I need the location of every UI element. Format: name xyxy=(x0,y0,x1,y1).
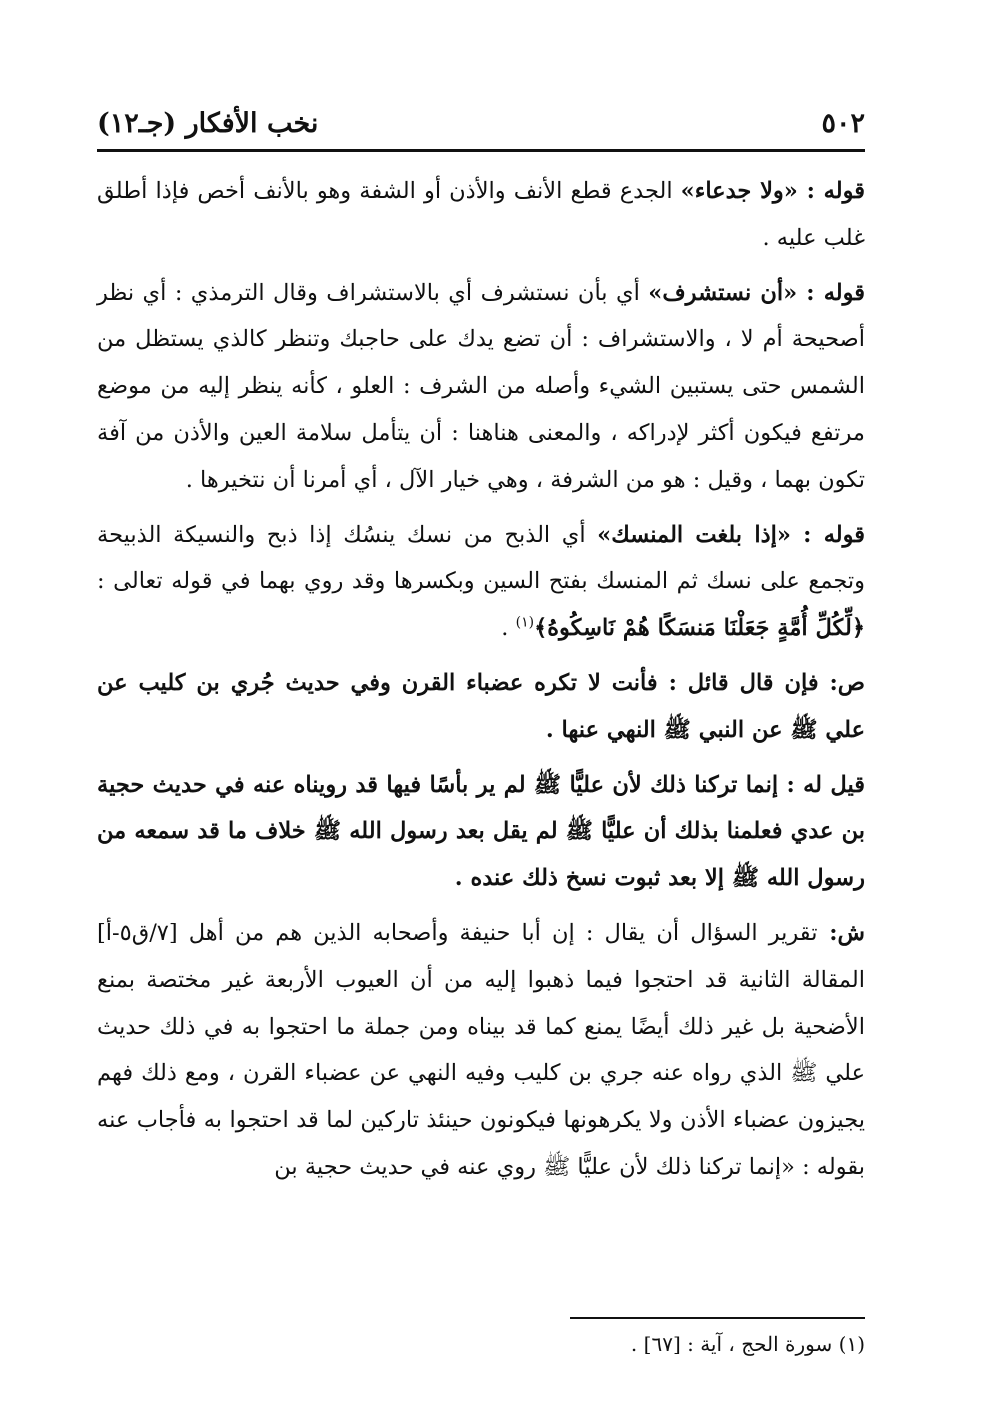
paragraph-end: . xyxy=(501,615,516,642)
paragraph-mansak xyxy=(97,512,865,652)
running-title: نخب الأفكار (جـ١٢) xyxy=(97,108,319,139)
quoted-term: «إذا بلغت المنسك» xyxy=(597,521,791,548)
paragraph-label: قوله : xyxy=(790,521,865,548)
paragraph-question xyxy=(97,660,865,754)
paragraph-text: أي بأن نستشرف أي بالاستشراف وقال الترمذي : أي نظر أصحيحة أم لا ، والاستشراف : أن تضع يدك على حاجبك وتنظر كالذي يستظل من الشمس حتى يستبين الشيء وأصله من الشرف : العلو ، كأنه ينظر إليه من موضع مرتفع فيكون أكثر لإدراكه ، والمعنى هناهنا : أن يتأمل سلامة العين والأذن من آفة تكون بهما ، وقيل : هو من الشرفة ، وهي خيار الآل ، أي أمرنا أن نتخيرها . xyxy=(97,279,865,493)
paragraph-label: قوله : xyxy=(797,178,865,204)
footnote-reference[interactable]: (١) xyxy=(515,614,535,631)
footnote-divider xyxy=(570,1317,865,1319)
paragraph-text: الجدع قطع الأنف والأذن أو الشفة وهو بالأنف أخص فإذا أطلق غلب عليه . xyxy=(97,178,865,251)
paragraph-label: ش: xyxy=(817,919,865,946)
paragraph-nastashrif xyxy=(97,270,865,504)
footnote: (١) سورة الحج ، آية : [٦٧] . xyxy=(630,1332,865,1356)
header-divider xyxy=(97,149,865,152)
page-header xyxy=(97,100,865,146)
quran-verse: ﴿لِّكُلِّ أُمَّةٍ جَعَلْنَا مَنسَكًا هُمْ نَاسِكُوهُ﴾ xyxy=(534,615,865,642)
paragraph-jadaa xyxy=(97,168,865,262)
paragraph-text: أي الذبح من نسك ينسُك إذا ذبح والنسيكة الذبيحة وتجمع على نسك ثم المنسك بفتح السين وبكسرها وقد روي بهما في قوله تعالى : xyxy=(97,521,865,595)
quoted-term: «ولا جدعاء» xyxy=(680,178,798,204)
quoted-term: «أن نستشرف» xyxy=(648,279,798,306)
paragraph-label: قوله : xyxy=(797,279,865,306)
page-number: ٥٠٢ xyxy=(821,108,865,139)
paragraph-text: تقرير السؤال أن يقال : إن أبا حنيفة وأصحابه الذين هم من أهل [٧/ق٥-أ] المقالة الثانية قد احتجوا فيما ذهبوا إليه من أن العيوب الأربعة غير مختصة بمنع الأضحية بل غير ذلك أيضًا يمنع كما قد بيناه ومن جملة ما احتجوا به في ذلك حديث علي ﷺ الذي رواه عنه جري بن كليب وفيه النهي عن عضباء القرن ، ومع ذلك فهم يجيزون عضباء الأذن ولا يكرهونها فيكونون حينئذ تاركين لما قد احتجوا به فأجاب عنه بقوله : «إنما تركنا ذلك لأن عليًّا ﷺ روي عنه في حديث حجية بن xyxy=(97,919,865,1180)
page-body xyxy=(97,168,865,1199)
paragraph-commentary xyxy=(97,910,865,1191)
paragraph-answer xyxy=(97,762,865,902)
paragraph-text: ص: فإن قال قائل : فأنت لا تكره عضباء القرن وفي حديث جُري بن كليب عن علي ﷺ عن النبي ﷺ النهي عنها . xyxy=(97,669,865,743)
paragraph-text: قيل له : إنما تركنا ذلك لأن عليًّا ﷺ لم ير بأسًا فيها قد رويناه عنه في حديث حجية بن عدي فعلمنا بذلك أن عليًّا ﷺ لم يقل بعد رسول الله ﷺ خلاف ما قد سمعه من رسول الله ﷺ إلا بعد ثبوت نسخ ذلك عنده . xyxy=(97,771,865,892)
